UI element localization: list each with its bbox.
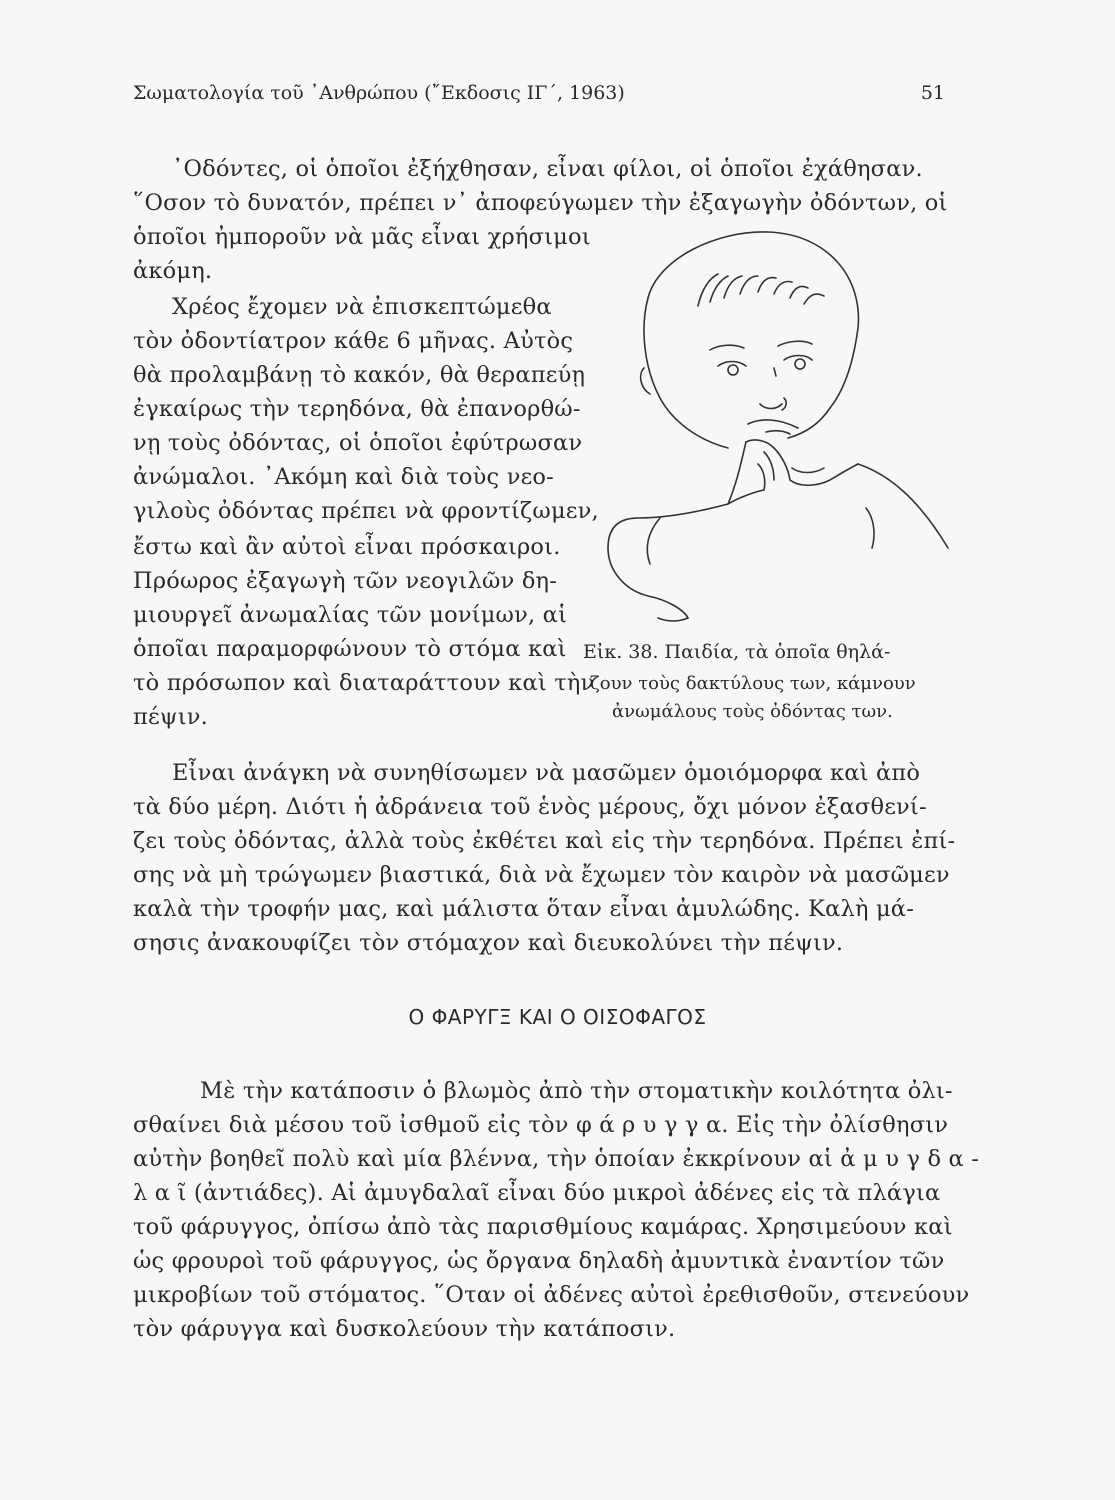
- text-line: λ α ῖ (ἀντιάδες). Αἱ ἀμυγδαλαῖ εἶναι δύο μικροὶ ἀδένες εἰς τὰ πλάγια: [133, 1180, 941, 1206]
- page-number: 51: [920, 82, 945, 104]
- text-line: Πρόωρος ἐξαγωγὴ τῶν νεογιλῶν δη-: [133, 568, 558, 594]
- text-line: ὁποῖοι ἠμποροῦν νὰ μᾶς εἶναι χρήσιμοι: [133, 224, 591, 250]
- text-line: ᾿Οδόντες, οἱ ὁποῖοι ἐξήχθησαν, εἶναι φίλοι, οἱ ὁποῖοι ἐχάθησαν.: [172, 156, 923, 182]
- text-line: τοῦ φάρυγγος, ὀπίσω ἀπὸ τὰς παρισθμίους καμάρας. Χρησιμεύουν καὶ: [133, 1214, 953, 1240]
- text-line: ζει τοὺς ὀδόντας, ἀλλὰ τοὺς ἐκθέτει καὶ εἰς τὴν τερηδόνα. Πρέπει ἐπί-: [133, 828, 956, 854]
- text-line: ἐγκαίρως τὴν τερηδόνα, θὰ ἐπανορθώ-: [133, 396, 581, 422]
- text-line: νῃ τοὺς ὀδόντας, οἱ ὁποῖοι ἐφύτρωσαν: [133, 430, 583, 456]
- text-line: ἀνώμαλοι. ᾿Ακόμη καὶ διὰ τοὺς νεο-: [133, 464, 554, 490]
- text-line: Χρέος ἔχομεν νὰ ἐπισκεπτώμεθα: [172, 294, 552, 320]
- text-line: τὸ πρόσωπον καὶ διαταράττουν καὶ τὴν: [133, 670, 595, 696]
- text-line: Εἶναι ἀνάγκη νὰ συνηθίσωμεν νὰ μασῶμεν ὁμοιόμορφα καὶ ἀπὸ: [172, 760, 921, 786]
- text-line: γιλοὺς ὀδόντας πρέπει νὰ φροντίζωμεν,: [133, 498, 599, 524]
- figure-child-thumb-sucking: [578, 218, 978, 638]
- header-title: Σωματολογία τοῦ ᾿Ανθρώπου (῎Εκδοσις ΙΓ΄, 1963): [133, 82, 625, 104]
- figure-caption-line: Εἰκ. 38. Παιδία, τὰ ὁποῖα θηλά-: [583, 641, 891, 663]
- text-line: ὡς φρουροὶ τοῦ φάρυγγος, ὡς ὄργανα δηλαδὴ ἀμυντικὰ ἐναντίον τῶν: [133, 1248, 945, 1274]
- text-line: καλὰ τὴν τροφήν μας, καὶ μάλιστα ὅταν εἶναι ἀμυλώδης. Καλὴ μά-: [133, 896, 915, 922]
- text-line: πέψιν.: [133, 704, 208, 730]
- text-line: Μὲ τὴν κατάποσιν ὁ βλωμὸς ἀπὸ τὴν στοματικὴν κοιλότητα ὀλι-: [200, 1078, 953, 1104]
- text-line: ὁποῖαι παραμορφώνουν τὸ στόμα καὶ: [133, 636, 567, 662]
- text-line: τὸν φάρυγγα καὶ δυσκολεύουν τὴν κατάποσιν.: [133, 1316, 676, 1342]
- text-line: αὐτὴν βοηθεῖ πολὺ καὶ μία βλέννα, τὴν ὁποίαν ἐκκρίνουν αἱ ἀ μ υ γ δ α -: [133, 1146, 980, 1172]
- text-line: τὸν ὀδοντίατρον κάθε 6 μῆνας. Αὐτὸς: [133, 328, 574, 354]
- running-header: [133, 76, 945, 110]
- figure-caption-line: ἀνωμάλους τοὺς ὀδόντας των.: [612, 701, 893, 722]
- text-line: σθαίνει διὰ μέσου τοῦ ἰσθμοῦ εἰς τὸν φ ά ρ υ γ γ α. Εἰς τὴν ὀλίσθησιν: [133, 1112, 949, 1138]
- text-line: μικροβίων τοῦ στόματος. ῞Οταν οἱ ἀδένες αὐτοὶ ἐρεθισθοῦν, στενεύουν: [133, 1282, 970, 1308]
- text-line: σης νὰ μὴ τρώγωμεν βιαστικά, διὰ νὰ ἔχωμεν τὸν καιρὸν νὰ μασῶμεν: [133, 862, 950, 888]
- text-line: θὰ προλαμβάνῃ τὸ κακόν, θὰ θεραπεύῃ: [133, 362, 586, 388]
- text-line: σησις ἀνακουφίζει τὸν στόμαχον καὶ διευκολύνει τὴν πέψιν.: [133, 930, 844, 956]
- text-line: τὰ δύο μέρη. Διότι ἡ ἀδράνεια τοῦ ἑνὸς μέρους, ὄχι μόνον ἐξασθενί-: [133, 794, 927, 820]
- section-heading: Ο ΦΑΡΥΓΞ ΚΑΙ Ο ΟΙΣΟΦΑΓΟΣ: [408, 1005, 707, 1029]
- text-line: ἔστω καὶ ἂν αὐτοὶ εἶναι πρόσκαιροι.: [133, 534, 561, 560]
- figure-caption-line: ζουν τοὺς δακτύλους των, κάμνουν: [590, 673, 916, 694]
- text-line: μιουργεῖ ἀνωμαλίας τῶν μονίμων, αἱ: [133, 602, 568, 628]
- text-line: ἀκόμη.: [133, 258, 213, 284]
- text-line: ῞Οσον τὸ δυνατόν, πρέπει ν᾿ ἀποφεύγωμεν τὴν ἐξαγωγὴν ὀδόντων, οἱ: [133, 190, 948, 216]
